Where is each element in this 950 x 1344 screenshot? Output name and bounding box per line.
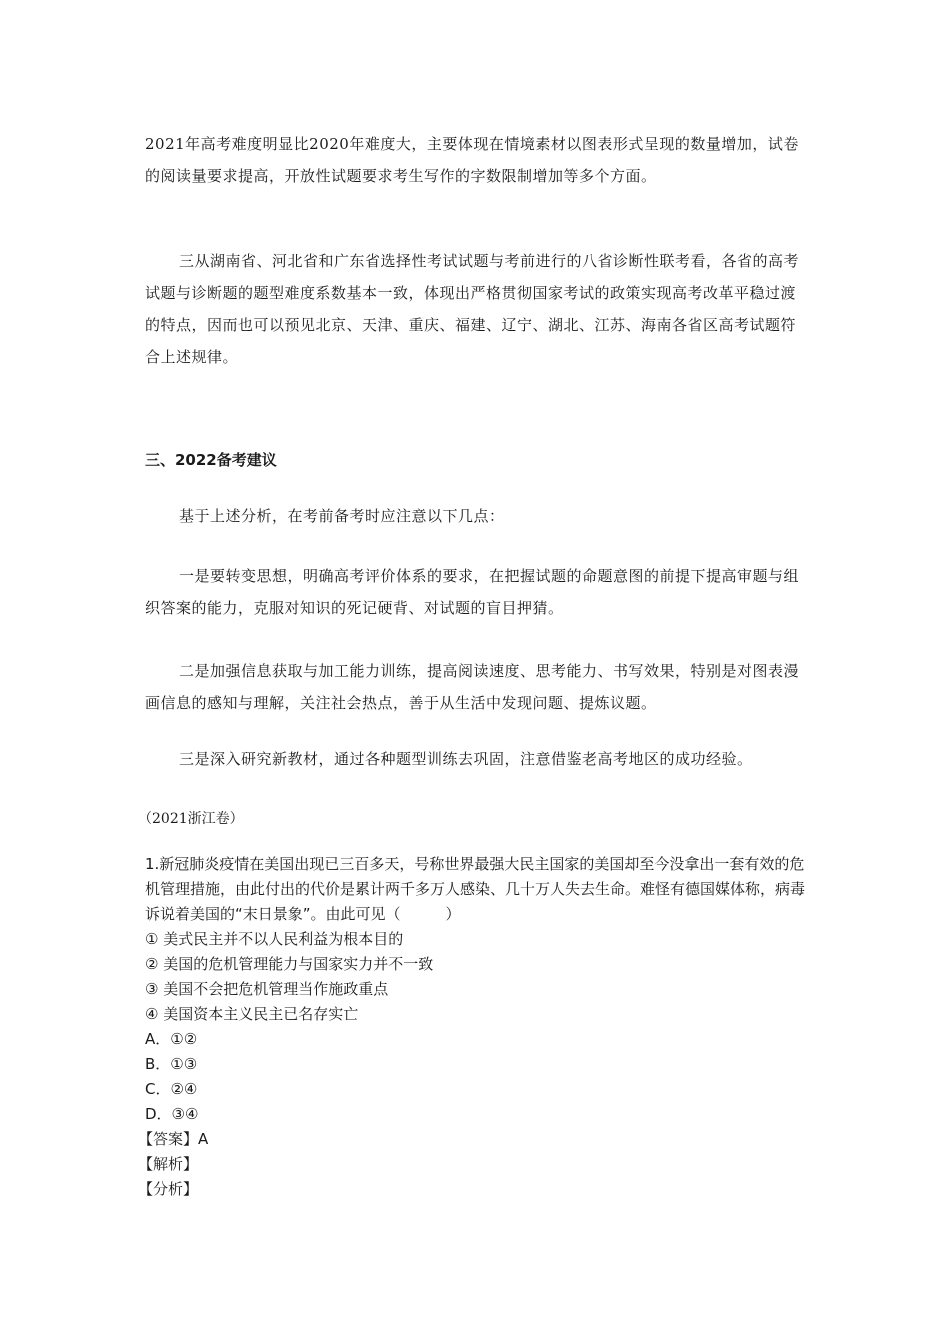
answer-label: 【答案】A <box>138 1130 209 1148</box>
option-c: C．②④ <box>145 1080 198 1098</box>
option-a: A．①② <box>145 1030 198 1048</box>
option-b: B．①③ <box>145 1055 198 1073</box>
question-source: （2021浙江卷） <box>138 811 244 827</box>
statement-item: ③ 美国不会把危机管理当作施政重点 <box>145 980 389 998</box>
paragraph-intro: 基于上述分析，在考前备考时应注意以下几点： <box>179 507 505 525</box>
question-block <box>138 852 810 1202</box>
option-d: D．③④ <box>145 1105 199 1123</box>
breakdown-label: 【分析】 <box>138 1180 199 1198</box>
question-stem: 1.新冠肺炎疫情在美国出现已三百多天，号称世界最强大民主国家的美国却至今没拿出一套有效的危机管理措施，由此付出的代价是累计两千多万人感染、几十万人失去生命。难怪有德国媒体称，病毒诉说着美国的“末日景象”。由此可见（ ） <box>145 855 806 923</box>
paragraph-point-two: 二是加强信息获取与加工能力训练，提高阅读速度、思考能力、书写效果，特别是对图表漫画信息的感知与理解，关注社会热点，善于从生活中发现问题、提炼议题。 <box>145 662 800 712</box>
paragraph-provinces: 三从湖南省、河北省和广东省选择性考试试题与考前进行的八省诊断性联考看，各省的高考试题与诊断题的题型难度系数基本一致，体现出严格贯彻国家考试的政策实现高考改革平稳过渡的特点，因而也可以预见北京、天津、重庆、福建、辽宁、湖北、江苏、海南各省区高考试题符合上述规律。 <box>145 252 800 366</box>
statement-item: ④ 美国资本主义民主已名存实亡 <box>145 1005 359 1023</box>
statement-item: ② 美国的危机管理能力与国家实力并不一致 <box>145 955 434 973</box>
analysis-label: 【解析】 <box>138 1155 199 1173</box>
paragraph-difficulty: 2021年高考难度明显比2020年难度大，主要体现在情境素材以图表形式呈现的数量增加，试卷的阅读量要求提高，开放性试题要求考生写作的字数限制增加等多个方面。 <box>145 135 799 185</box>
section-heading: 三、2022备考建议 <box>145 451 277 469</box>
statement-item: ① 美式民主并不以人民利益为根本目的 <box>145 930 404 948</box>
paragraph-point-three: 三是深入研究新教材，通过各种题型训练去巩固，注意借鉴老高考地区的成功经验。 <box>179 750 753 768</box>
paragraph-point-one: 一是要转变思想，明确高考评价体系的要求，在把握试题的命题意图的前提下提高审题与组织答案的能力，克服对知识的死记硬背、对试题的盲目押猜。 <box>145 567 800 617</box>
